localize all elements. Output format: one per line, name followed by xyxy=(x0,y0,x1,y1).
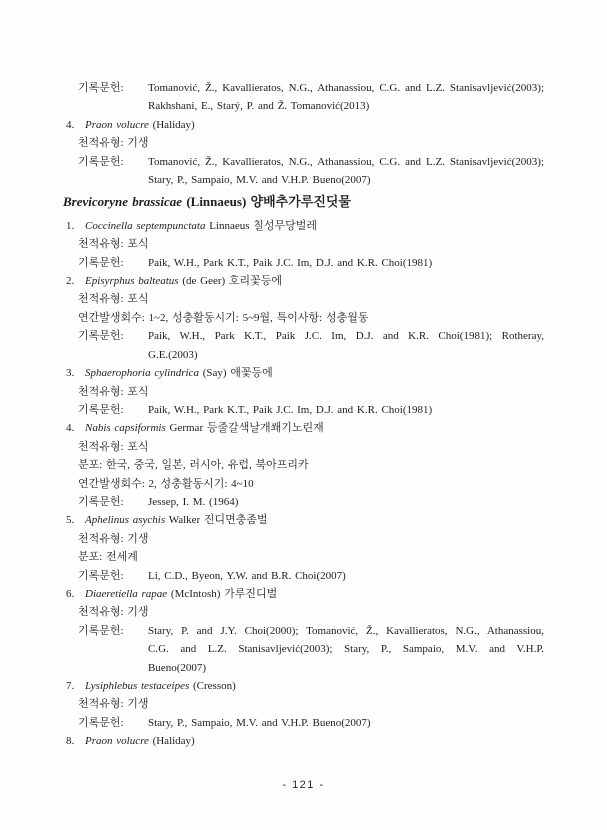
text-segment: (Haliday) xyxy=(148,735,195,748)
text-segment: Li, C.D., Byeon, Y.W. and B.R. Choi(2007) xyxy=(148,569,346,582)
field-line xyxy=(63,456,544,474)
text-segment: Tomanović, Ž., Kavallieratos, N.G., Athanassiou, C.G. and L.Z. Stanisavljević(2003); xyxy=(148,82,544,94)
text-segment: Germar 등줄갈색날개쐐기노린재 xyxy=(165,422,324,435)
record-literature-label: 기록문헌: xyxy=(78,495,124,508)
reference-text xyxy=(148,714,544,732)
text-segment: 천적유형: 포식 xyxy=(78,440,149,453)
text-segment: Tomanović, Ž., Kavallieratos, N.G., Athanassiou, C.G. and L.Z. Stanisavljević(2003); xyxy=(148,155,544,168)
species-item-line xyxy=(63,585,544,603)
reference-line xyxy=(63,401,544,419)
record-literature-label: 기록문헌: xyxy=(78,716,124,729)
text-segment: 분포: 한국, 중국, 일본, 러시아, 유럽, 북아프리카 xyxy=(78,459,309,472)
text-segment: 천적유형: 기생 xyxy=(78,137,149,150)
item-number: 5. xyxy=(66,514,75,527)
item-number: 1. xyxy=(66,219,75,232)
text-segment: Brevicoryne brassicae xyxy=(63,194,183,210)
page-number: - 121 - xyxy=(282,779,325,791)
text-segment: 연간발생회수: 2, 성충활동시기: 4~10 xyxy=(78,477,254,490)
reference-continuation-line xyxy=(63,640,544,658)
text-segment: Paik, W.H., Park K.T., Paik J.C. Im, D.J. and K.R. Choi(1981) xyxy=(148,403,433,416)
species-item-line xyxy=(63,116,544,134)
text-segment: 천적유형: 기생 xyxy=(78,698,149,711)
field-line xyxy=(63,548,544,566)
field-line xyxy=(63,603,544,621)
species-item-line xyxy=(63,732,544,750)
record-literature-label: 기록문헌: xyxy=(78,569,124,582)
reference-line xyxy=(63,567,544,585)
text-segment: (de Geer) 호리꽃등에 xyxy=(178,275,283,288)
text-segment: 천적유형: 포식 xyxy=(78,293,149,306)
text-segment: Praon volucre xyxy=(85,118,149,131)
item-number: 4. xyxy=(66,422,75,435)
record-literature-label: 기록문헌: xyxy=(78,256,124,269)
reference-line xyxy=(63,254,544,272)
species-item-line xyxy=(63,272,544,290)
reference-line xyxy=(63,327,544,345)
reference-text xyxy=(148,622,544,640)
species-item-line xyxy=(63,364,544,382)
reference-text xyxy=(148,493,544,511)
text-segment: G.E.(2003) xyxy=(148,348,198,361)
reference-line xyxy=(63,714,544,732)
field-line xyxy=(63,290,544,308)
field-line xyxy=(63,134,544,152)
reference-text xyxy=(148,567,544,585)
text-segment: Paik, W.H., Park K.T., Paik J.C. Im, D.J. and K.R. Choi(1981); Rotheray, xyxy=(148,330,544,343)
text-segment: 천적유형: 포식 xyxy=(78,238,149,251)
field-line xyxy=(63,530,544,548)
item-number: 3. xyxy=(66,367,75,380)
reference-line xyxy=(63,153,544,171)
text-segment: (Say) 애꽃등에 xyxy=(198,367,273,380)
text-segment: Aphelinus asychis xyxy=(85,514,166,527)
text-segment: (Haliday) xyxy=(148,118,195,131)
field-line xyxy=(63,383,544,401)
text-segment: 천적유형: 기생 xyxy=(78,532,149,545)
species-item-line xyxy=(63,217,544,235)
text-segment: Lysiphlebus testaceipes xyxy=(85,680,190,692)
reference-line xyxy=(63,622,544,640)
field-line xyxy=(63,695,544,713)
record-literature-label: 기록문헌: xyxy=(78,82,124,94)
text-segment: C.G. and L.Z. Stanisavljević(2003); Stary, P., Sampaio, M.V. and V.H.P. xyxy=(148,643,544,656)
record-literature-label: 기록문헌: xyxy=(78,330,124,343)
field-line xyxy=(63,235,544,253)
text-segment: Rakhshani, E., Starý, P. and Ž. Tomanović(2013) xyxy=(148,100,370,113)
field-line xyxy=(63,475,544,493)
text-segment: Stary, P., Sampaio, M.V. and V.H.P. Bueno(2007) xyxy=(148,174,371,187)
reference-continuation-line xyxy=(63,659,544,677)
record-literature-label: 기록문헌: xyxy=(78,403,124,416)
text-segment: Jessep, I. M. (1964) xyxy=(148,495,239,508)
text-segment: 천적유형: 기생 xyxy=(78,606,149,619)
text-segment: Walker 진디면충좀벌 xyxy=(165,514,268,527)
item-number: 4. xyxy=(66,118,75,131)
reference-continuation-line xyxy=(63,346,544,364)
document-body xyxy=(63,79,544,751)
item-number: 7. xyxy=(66,680,75,692)
section-heading xyxy=(63,193,544,211)
text-segment: Diaeretiella rapae xyxy=(85,587,168,600)
reference-text xyxy=(148,153,544,171)
species-item-line xyxy=(63,511,544,529)
text-segment: (Cresson) xyxy=(189,680,236,692)
reference-continuation-line xyxy=(63,97,544,115)
field-line xyxy=(63,309,544,327)
text-segment: Nabis capsiformis xyxy=(85,422,166,435)
text-segment: 분포: 전세계 xyxy=(78,551,138,564)
text-segment: 연간발생회수: 1~2, 성충활동시기: 5~9월, 특이사항: 성충월동 xyxy=(78,311,369,324)
reference-text xyxy=(148,79,544,97)
text-segment: 천적유형: 포식 xyxy=(78,385,149,398)
text-segment: Coccinella septempunctata xyxy=(85,219,206,232)
text-segment: Praon volucre xyxy=(85,735,149,748)
record-literature-label: 기록문헌: xyxy=(78,624,124,637)
text-segment: Paik, W.H., Park K.T., Paik J.C. Im, D.J. and K.R. Choi(1981) xyxy=(148,256,433,269)
field-line xyxy=(63,438,544,456)
text-segment: Bueno(2007) xyxy=(148,661,207,674)
text-segment: Episyrphus balteatus xyxy=(85,275,179,288)
reference-line xyxy=(63,493,544,511)
text-segment: (Linnaeus) 양배추가루진딧물 xyxy=(182,194,351,210)
item-number: 2. xyxy=(66,275,75,288)
text-segment: (McIntosh) 가루진디벌 xyxy=(167,587,278,600)
text-segment: Stary, P., Sampaio, M.V. and V.H.P. Bueno(2007) xyxy=(148,716,371,729)
reference-text xyxy=(148,327,544,345)
species-item-line xyxy=(63,419,544,437)
record-literature-label: 기록문헌: xyxy=(78,155,124,168)
item-number: 8. xyxy=(66,735,75,748)
reference-text xyxy=(148,401,544,419)
item-number: 6. xyxy=(66,587,75,600)
text-segment: Stary, P. and J.Y. Choi(2000); Tomanović, Ž., Kavallieratos, N.G., Athanassiou, xyxy=(148,624,544,637)
reference-continuation-line xyxy=(63,171,544,189)
text-segment: Linnaeus 칠성무당벌레 xyxy=(205,219,318,232)
text-segment: Sphaerophoria cylindrica xyxy=(85,367,199,380)
reference-text xyxy=(148,254,544,272)
species-item-line xyxy=(63,677,544,695)
reference-line xyxy=(63,79,544,97)
